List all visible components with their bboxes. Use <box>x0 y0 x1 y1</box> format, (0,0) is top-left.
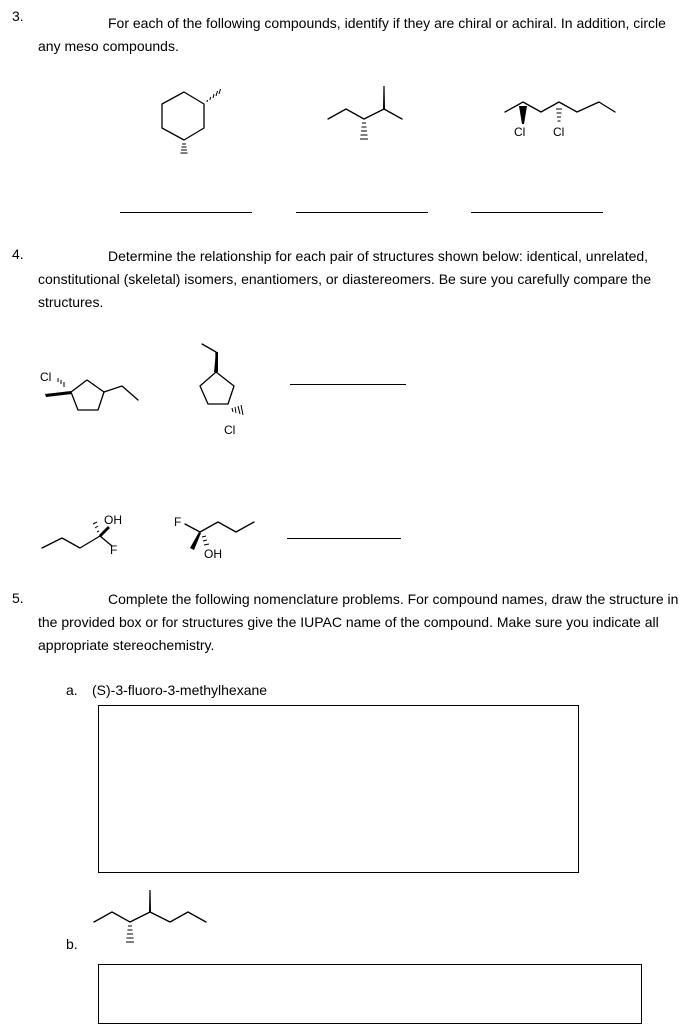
hashed-wedge <box>232 405 243 415</box>
q5b-molecule <box>92 888 212 958</box>
q5b-answer-box[interactable] <box>98 964 642 1024</box>
hashed-wedge <box>181 144 188 153</box>
q4-answer-line-1[interactable] <box>290 384 406 385</box>
solid-wedge <box>383 86 385 109</box>
q5a-marker: a. <box>66 682 78 698</box>
q4-pair2-right <box>172 512 272 572</box>
q4-pair2-left <box>40 506 140 566</box>
solid-wedge <box>45 391 72 397</box>
q3-molecule-1 <box>162 84 222 154</box>
q3-molecule-3 <box>503 92 633 162</box>
q3-answer-line-3[interactable] <box>471 212 603 213</box>
q5a-compound-name: (S)-3-fluoro-3-methylhexane <box>92 682 268 698</box>
hashed-wedge <box>58 378 64 387</box>
hashed-wedge <box>556 109 562 121</box>
q3-molecule-2 <box>326 82 416 152</box>
q5a-answer-box[interactable] <box>98 705 579 873</box>
q4-pair1-right-cl: Cl <box>224 423 236 437</box>
q3-answer-line-1[interactable] <box>120 212 252 213</box>
solid-wedge <box>519 106 527 124</box>
q4-answer-line-2[interactable] <box>287 538 401 539</box>
hashed-wedge <box>202 536 209 545</box>
q4-pair2-right-oh: OH <box>204 547 222 561</box>
question-3-text: For each of the following compounds, identify if they are chiral or achiral. In addition, circle any meso compounds. <box>38 15 666 54</box>
question-5-number: 5. <box>12 590 24 606</box>
solid-wedge <box>214 352 218 372</box>
q4-pair1-right <box>196 336 256 436</box>
q4-pair1-left <box>36 366 146 426</box>
q4-pair2-left-oh: OH <box>104 513 122 527</box>
q4-pair2-right-f: F <box>174 515 182 529</box>
q4-pair1-left-cl: Cl <box>40 370 52 384</box>
question-3-number: 3. <box>12 8 24 24</box>
hashed-wedge <box>126 926 134 942</box>
hashed-wedge <box>360 123 368 139</box>
solid-wedge <box>190 532 201 550</box>
q3-mol3-cl-right: Cl <box>553 125 565 139</box>
q3-mol3-cl-left: Cl <box>514 125 526 139</box>
q4-pair2-left-f: F <box>110 543 118 557</box>
question-5-text: Complete the following nomenclature problems. For compound names, draw the structure in the provided box or for structures give the IUPAC name of the compound. Make sure you indicate all appropriate stereochemistry. <box>38 591 679 653</box>
hashed-wedge <box>93 522 99 532</box>
solid-wedge <box>99 526 110 537</box>
question-4-text: Determine the relationship for each pair of structures shown below: identical, unrelated, constitutional (skeletal) isomers, enantiomers, or diastereomers. Be sure you carefully compare the structures. <box>38 248 652 310</box>
hashed-wedge <box>207 89 221 102</box>
solid-wedge <box>149 890 151 912</box>
q5b-marker: b. <box>66 936 78 952</box>
question-4-number: 4. <box>12 246 24 262</box>
q3-answer-line-2[interactable] <box>296 212 428 213</box>
